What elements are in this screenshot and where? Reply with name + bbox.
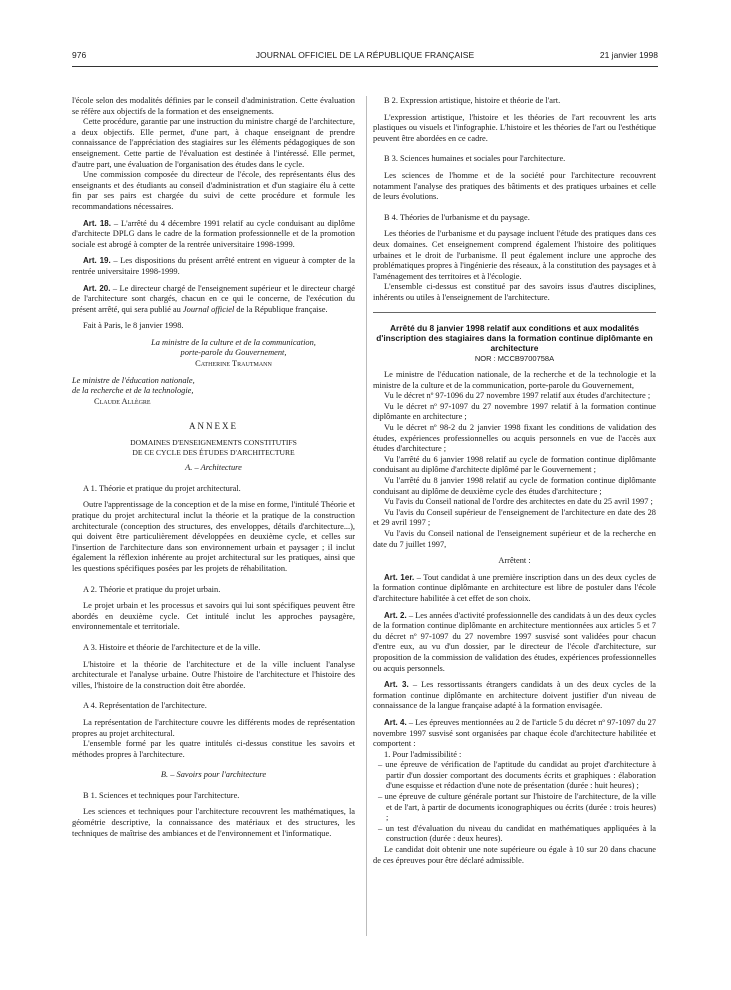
paragraph: Le ministre de l'éducation nationale, de la recherche et de la technologie et la ministre de la culture et de la communication, porte-parole du Gouvernement, — [373, 370, 656, 390]
paragraph: Les sciences de l'homme et de la société pour l'architecture recouvrent notamment l'analyse des pratiques des bâtiments et des pratiques urbaines et celle de leurs évolutions. — [373, 170, 656, 202]
signatory-role: de la recherche et de la technologie, — [72, 386, 194, 396]
paragraph: L'ensemble formé par les quatre intitulés ci-dessus constitue les savoirs et méthodes propres à l'architecture. — [72, 739, 355, 759]
paragraph: L'ensemble ci-dessus est constitué par des savoirs issus d'autres disciplines, inhérents ou utiles à l'enseignement de l'architecture. — [373, 282, 656, 302]
article-4 — [373, 718, 656, 750]
visa: Vu le décret nº 97-1097 du 27 novembre 1997 relatif à la formation continue diplômante en architecture ; — [373, 401, 656, 422]
visa: Vu l'avis du Conseil national de l'ordre des architectes en date du 25 avril 1997 ; — [384, 497, 653, 507]
article-18 — [72, 219, 355, 251]
article-2 — [373, 611, 656, 675]
visa: Vu le décret nº 97-1096 du 27 novembre 1997 relatif aux études d'architecture ; — [384, 391, 651, 401]
signatory-name: Claude Allègre — [94, 396, 151, 406]
paragraph: Une commission composée du directeur de l'école, des représentants élus des enseignants et des étudiants au conseil d'administration et d'un stagiaire élu à cette fin par ses pairs est chargée du suivi de cette procédure et formule les recommandations nécessaires. — [72, 170, 355, 211]
article-label: Art. 3. — [384, 680, 409, 690]
page-header — [72, 50, 658, 64]
visa: Vu l'arrêté du 6 janvier 1998 relatif au cycle de formation continue diplômante conduisant au diplôme d'architecte diplômé par le Gouvernement ; — [373, 454, 656, 475]
section-title: B 3. Sciences humaines et sociales pour l'architecture. — [384, 154, 566, 164]
section-title: B 1. Sciences et techniques pour l'architecture. — [83, 790, 240, 800]
article-text: – Les ressortissants étrangers candidats à un des deux cycles de la formation continue diplômante en architecture doivent justifier d'un niveau de connaissance de la langue française adapté à la formation envisagée. — [373, 680, 657, 711]
paragraph: Cette procédure, garantie par une instruction du ministre chargé de l'architecture, a deux objectifs. Elle permet, d'une part, à chaque enseignant de prendre connaissance de l'appréciation des stagiaires sur les éléments pédagogiques de son enseignement. Cette partie de l'évaluation est destinée à l'intéressé. Elle permet, d'autre part, une évaluation de l'organisation des études dans le cycle. — [72, 117, 355, 169]
article-text: de la République française. — [234, 304, 328, 314]
article-text: – Les épreuves mentionnées au 2 de l'article 5 du décret nº 97-1097 du 27 novembre 1997 susvisé sont organisées par chaque école d'architecture habilitée et comportent : — [373, 717, 657, 749]
section-title: B 2. Expression artistique, histoire et théorie de l'art. — [384, 96, 561, 105]
paragraph: Le projet urbain et les processus et savoirs qui lui sont spécifiques peuvent être abordés en deuxième cycle. Cet intitulé inclut les approches paysagère, environnementale et territoriale. — [72, 601, 355, 632]
paragraph: Les théories de l'urbanisme et du paysage incluent l'étude des pratiques dans ces deux domaines. Cet enseignement comprend également l'histoire des politiques urbaines et le droit de l'urbanisme. Il peut également inclure une approche des problématiques propres à l'ingénierie des réseaux, à la constitution des paysages et à l'aménagement des territoires et à l'écologie. — [373, 229, 656, 281]
visa: Vu le décret nº 98-2 du 2 janvier 1998 fixant les conditions de validation des études, expériences professionnelles ou acquis personnels en vue de l'accès aux études d'architecture ; — [373, 423, 656, 454]
visa: Vu l'arrêté du 8 janvier 1998 relatif au cycle de formation continue diplômante conduisant au diplôme de deuxième cycle des études d'architecture ; — [373, 476, 656, 496]
sub-heading: 1. Pour l'admissibilité : — [384, 749, 462, 759]
article-1 — [373, 573, 656, 605]
article-label: Art. 18. — [83, 218, 111, 228]
paragraph: La représentation de l'architecture couvre les différents modes de représentation propres au projet architectural. — [72, 717, 355, 738]
article-label: Art. 1er. — [384, 572, 415, 582]
section-divider — [373, 312, 656, 313]
signatory-role: La ministre de la culture et de la communication, — [151, 337, 316, 347]
article-3 — [373, 680, 656, 712]
journal-title: JOURNAL OFFICIEL DE LA RÉPUBLIQUE FRANÇAISE — [255, 50, 475, 60]
paragraph: L'expression artistique, l'histoire et les théories de l'art recouvrent les arts plastiques ou visuels et l'infographie. L'histoire et les théories de l'art ou l'esthétique peuvent être abordées en ce cadre. — [373, 112, 656, 143]
article-label: Art. 20. — [83, 283, 111, 293]
signatory-name: Catherine Trautmann — [195, 359, 272, 369]
left-column — [72, 96, 355, 839]
article-label: Art. 2. — [384, 610, 407, 620]
arrete-title: Arrêté du 8 janvier 1998 relatif aux conditions et aux modalités d'inscription des stagiaires dans la formation continue diplômante en architecture — [376, 322, 653, 353]
article-text: – Le directeur chargé de l'enseignement supérieur et le directeur chargé de l'architecture sont chargés, chacun en ce qui le concerne, de l'exécution du présent arrêté, qui sera publié au — [72, 283, 355, 314]
nor-reference: NOR : MCCB9700758A — [474, 353, 555, 363]
section-title: A 4. Représentation de l'architecture. — [83, 701, 207, 711]
fait-a-paris: Fait à Paris, le 8 janvier 1998. — [83, 321, 184, 331]
article-text: – Les années d'activité professionnelle des candidats à un des deux cycles de la formation continue diplômante en architecture mentionnées aux articles 5 et 7 du décret nº 97-1097 du 27 novembre 1997 susvisé sont validées pour chacun d'entre eux, au vu d'un dossier, par le directeur de l'école d'architecture, sur proposition de la commission de validation des études, expériences professionnelles ou acquis personnels. — [373, 610, 657, 673]
article-text: – L'arrêté du 4 décembre 1991 relatif au cycle conduisant au diplôme d'architecte DPLG dans le cadre de la formation professionnelle et de la promotion sociale est abrogé à compter de la rentrée universitaire 1998-1999. — [72, 218, 355, 249]
section-title: A 2. Théorie et pratique du projet urbain. — [83, 584, 221, 594]
article-label: Art. 4. — [384, 717, 407, 727]
annexe-title: DE CE CYCLE DES ÉTUDES D'ARCHITECTURE — [132, 447, 295, 457]
list-item: – une épreuve de vérification de l'aptitude du candidat au projet d'architecture à partir d'un dossier comportant des documents écrits et graphiques : élaboration d'une esquisse et rédaction d'une note de présentation (durée : huit heures) ; — [378, 760, 656, 791]
visa: Vu l'avis du Conseil supérieur de l'enseignement de l'architecture en date des 28 et 29 avril 1997 ; — [373, 507, 656, 528]
signatory-role: Le ministre de l'éducation nationale, — [72, 375, 195, 385]
section-title: A 1. Théorie et pratique du projet architectural. — [83, 483, 241, 493]
arretent: Arrêtent : — [498, 556, 531, 566]
column-separator — [366, 96, 367, 936]
article-text: – Les dispositions du présent arrêté entrent en vigueur à compter de la rentrée universitaire 1998-1999. — [72, 256, 355, 276]
signatory-role: porte-parole du Gouvernement, — [180, 348, 287, 358]
header-rule — [72, 66, 658, 67]
section-title: A 3. Histoire et théorie de l'architecture et de la ville. — [83, 642, 261, 652]
annexe-title: DOMAINES D'ENSEIGNEMENTS CONSTITUTIFS — [130, 438, 297, 448]
list-item: – un test d'évaluation du niveau du candidat en mathématiques appliquées à la construction (durée : deux heures). — [378, 823, 656, 844]
article-label: Art. 19. — [83, 256, 111, 266]
page-number: 976 — [72, 50, 87, 60]
article-20 — [72, 284, 355, 316]
paragraph: L'histoire et la théorie de l'architecture et de la ville incluent l'analyse architecturale et l'analyse urbaine. Outre l'histoire de l'architecture et l'histoire des villes, l'histoire de la construction doit être abordée. — [72, 659, 355, 690]
list-item: – une épreuve de culture générale portant sur l'histoire de l'architecture, de la ville et de l'art, à partir de documents iconographiques ou écrits (durée : trois heures) ; — [378, 792, 656, 823]
journal-name: Journal officiel — [182, 304, 235, 314]
section-b-heading: B. – Savoirs pour l'architecture — [160, 770, 267, 780]
section-a-heading: A. – Architecture — [185, 463, 242, 473]
article-text: – Tout candidat à une première inscription dans un des deux cycles de la formation continue diplômante en architecture est libre de postuler dans l'école d'architecture habilitée à cet effet de son choix. — [373, 572, 656, 603]
paragraph: l'école selon des modalités définies par le conseil d'administration. Cette évaluation se réfère aux objectifs de la formation et des enseignements. — [72, 96, 355, 116]
paragraph: Le candidat doit obtenir une note supérieure ou égale à 10 sur 20 dans chacune de ces épreuves pour être déclaré admissible. — [373, 845, 656, 865]
right-column — [373, 96, 656, 866]
paragraph: Outre l'apprentissage de la conception et de la mise en forme, l'intitulé Théorie et pratique du projet architectural inclut la théorie et la pratique de la construction architecturale (conception des structures, des enveloppes, détails d'architecture...), qui doivent être particulièrement développées en deuxième cycle, et celles sur l'insertion de l'architecture dans son environnement urbain et paysager ; il inclut également la réflexion inhérente au projet architectural sur les pratiques, ainsi que les questions spécifiques posées par les projets de réhabilitation. — [72, 500, 355, 573]
section-title: B 4. Théories de l'urbanisme et du paysage. — [384, 212, 530, 222]
visa: Vu l'avis du Conseil national de l'enseignement supérieur et de la recherche en date du 7 juillet 1997, — [373, 529, 656, 549]
article-19 — [72, 256, 355, 277]
issue-date: 21 janvier 1998 — [599, 50, 658, 60]
annexe-heading: ANNEXE — [189, 421, 238, 432]
paragraph: Les sciences et techniques pour l'architecture recouvrent les mathématiques, la géométrie descriptive, la connaissance des matériaux et des structures, les techniques de maîtrise des ambiances et de l'environnement et l'informatique. — [72, 807, 355, 838]
